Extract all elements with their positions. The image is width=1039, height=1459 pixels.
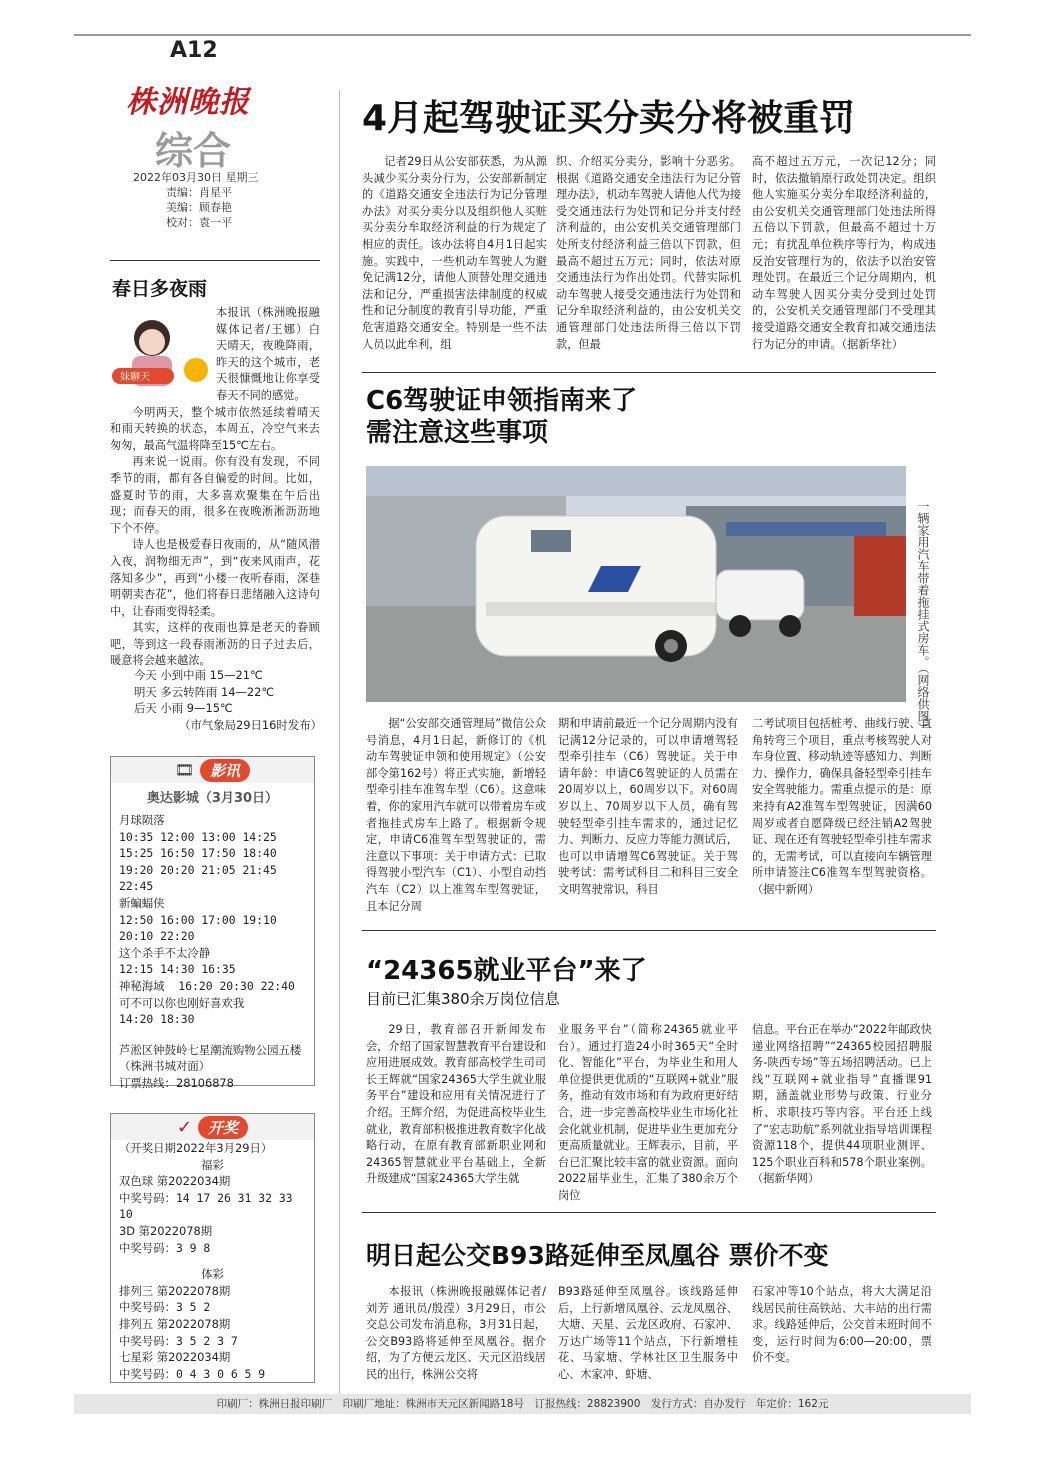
article3-subhead: 目前已汇集380余万岗位信息 [366, 990, 560, 1008]
checkmark-icon: ✓ [176, 1116, 193, 1138]
film-list [111, 812, 314, 1092]
weather-paragraph: 诗人也是极爱春日夜雨的，从“随风潜入夜，润物细无声”，到“夜来风雨声，花落知多少”，再到“小楼一夜听春雨，深巷明朝卖杏花”，他们将春日悲绪融入这诗句中，让春雨变得轻柔。 [110, 538, 320, 618]
caravan-photo [366, 466, 906, 702]
article1-col3: 高不超过五万元，一次记12分；同时，依法撤销原行政处罚决定。组织他人实施买分卖分牟取经济利益的，由公安机关交通管理部门处违法所得五倍以下罚款，但最高不超过十万元；有扰乱单位秩序等行为，构成违反治安管理行为的，依法予以治安管理处罚。在最近三个记分周期内，机动车驾驶人因买分卖分受到过处罚的，公安机关交通管理部门不受理其接受道路交通安全教育扣减交通违法行为记分的申请。（据新华社） [752, 155, 936, 351]
article3-col2: 业服务平台”（简称24365就业平台）。通过打造24小时365天“全时化、智能化”平台，为毕业生和用人单位提供更优质的“互联网+就业”服务，推动有效市场和有为政府更好结合，进一步完善高校毕业生市场化社会化就业机制，促进毕业生更加充分更高质量就业。王辉表示，目前，平台已汇聚比较丰富的就业资源。面向2022届毕业生，汇集了380余万个岗位 [558, 1023, 738, 1202]
edition-meta [133, 170, 259, 230]
movie-header [111, 757, 314, 783]
article1-col1: 记者29日从公安部获悉，为从源头减少买分卖分行为，公安部新制定的《道路交通安全违法行为记分管理办法》对买分卖分以及组织他人买赃买分卖分牟取经济利益的行为规定了相应的责任。该办法将自4月1日起实施。实践中，一些机动车驾驶人为避免记满12分，请他人顶替处理交通违法和记分，严重损害法律制度的权威性和记分制度的教育引导功能，严重危害道路交通安全。特别是一些不法人员以此牟利，组 [362, 155, 547, 351]
film-title: 神秘海域 [119, 978, 165, 993]
film-title: 可不可以你也刚好喜欢我 [119, 995, 245, 1010]
article2-col3: 二考试项目包括桩考、曲线行驶、直角转弯三个项目，重点考核驾驶人对车身位置、移动轨迹等感知力、判断力、操作力，确保具备轻型牵引挂车安全驾驶能力。需重点提示的是：原来持有A2准驾车型驾驶证，因满60周岁或者自愿降级已经注销A2驾驶证、现在还有驾驶轻型牵引挂车需求的，无需考试，可以直接向车辆管理所申请签注C6准驾车型驾驶资格。（据中新网） [752, 717, 932, 896]
film-title: 新蝙蝠侠 [119, 895, 165, 910]
article4-col2: B93路延伸至凤凰谷。该线路延伸后，上行新增凤凰谷、云龙凤凰谷、大塘、天星、云龙区政府、石家冲、万达广场等11个站点，下行新增桂花、马家塘、学林社区卫生服务中心、木家冲、虾塘、 [558, 1285, 738, 1381]
print-footer: 印刷厂：株洲日报印刷厂 印刷厂地址：株洲市天元区新闻路18号 订报热线：28823900 发行方式：自办发行 年定价：162元 [74, 1394, 971, 1414]
film-times: 12:15 14:30 16:35 [119, 962, 236, 977]
art-editor-credit: 美编：顾春艳 [166, 201, 232, 214]
article2-col1: 据“公安部交通管理局”微信公众号消息，4月1日起，新修订的《机动车驾驶证申领和使用规定》（公安部令第162号）将正式实施，新增轻型牵引挂车准驾车型（C6）。这意味着，你的家用汽车就可以带着房车或者拖挂式房车上路了。根据新令规定，申请C6准驾车型驾驶证的，需注意以下事项：关于申请方式：已取得驾驶小型汽车（C1）、小型自动挡汽车（C2）以上准驾车型驾驶证，且本记分周 [366, 717, 546, 913]
movie-badge: 影讯 [200, 759, 250, 782]
headline-line: C6驾驶证申领指南来了 [366, 386, 638, 416]
forecast-source: （市气象局29日16时发布） [179, 717, 322, 732]
article3-col3: 信息。平台正在举办“2022年邮政快递业网络招聘”“24365校园招聘服务-陕西专场”等五场招聘活动。已上线“互联网+就业指导”直播课91期，涵盖就业形势与政策、行业分析、求职技巧等内容。平台还上线了“宏志助航”系列就业指导培训课程资源118个，提供44项职业测评、125个职业百科和578个职业案例。（据新华网） [752, 1023, 932, 1186]
film-title: 月球陨落 [119, 813, 165, 827]
top-rule [74, 34, 971, 36]
movie-listings [110, 756, 315, 1090]
lottery-date: （开奖日期2022年3月29日） [119, 1141, 273, 1155]
weather-paragraph: 今明两天，整个城市依然延续着晴天和雨天转换的状态，本周五，冷空气来去匆匆，最高气温将降至15℃左右。 [110, 405, 320, 452]
column-divider [339, 90, 340, 1395]
forecast-after: 后天 小雨 9—15℃ [134, 701, 233, 716]
booking-hotline: 订票热线：28106878 [119, 1075, 234, 1090]
section-title: 综合 [155, 128, 232, 173]
lottery-body [111, 1140, 314, 1382]
lottery-numbers: 中奖号码：0 4 3 0 6 5 9 [119, 1366, 266, 1381]
film-times: 12:50 16:00 17:00 19:10 20:10 22:20 [119, 912, 277, 944]
weather-intro: 本报讯（株洲晚报融媒体记者/王娜）白天晴天，夜晚降雨，昨天的这个城市，老天很慷慨地让你享受春天不同的感觉。 [216, 306, 320, 402]
article4-col3: 石家冲等10个站点，将大大满足沿线居民前往高铁站、大丰站的出行需求。线路延伸后，公交首末班时间不变，运行时间为6:00—20:00，票价不变。 [752, 1285, 932, 1365]
weather-paragraph: 再来说一说雨。你有没有发现，不同季节的雨，都有各自偏爱的时间。比如，盛夏时节的雨，大多喜欢聚集在午后出现；而春天的雨，很多在夜晚淅淅沥沥地下个不停。 [110, 455, 320, 535]
page-number: A12 [170, 38, 218, 63]
sports-title: 体彩 [201, 1267, 224, 1282]
article-rule [362, 930, 936, 931]
masthead-logo: 株洲晚报 [126, 85, 250, 120]
lottery-numbers: 中奖号码：3 9 8 [119, 1240, 211, 1255]
weather-article [110, 297, 320, 670]
lottery-numbers: 中奖号码：3 5 2 3 7 [119, 1333, 238, 1348]
lottery-numbers: 中奖号码：3 5 2 [119, 1300, 211, 1315]
edition-date: 2022年03月30日 星期三 [133, 171, 259, 184]
film-times: 10:35 12:00 13:00 14:25 15:25 16:50 17:50 18:40 19:20 20:20 21:05 21:45 22:45 [119, 829, 277, 894]
weather-paragraph: 其实，这样的夜雨也算是老天的眷顾吧，等到这一段春雨淅沥的日子过去后，暖意将会越来越浓。 [110, 621, 320, 668]
weather-title: 春日多夜雨 [112, 278, 208, 300]
cinema-name: 奥达影城（3月30日） [146, 791, 279, 806]
lottery-results [110, 1113, 315, 1383]
article3-headline: “24365就业平台”来了 [366, 956, 647, 986]
film-times: 16:20 20:30 22:40 [178, 978, 295, 993]
headline-line: 需注意这些事项 [366, 418, 549, 448]
film-reel-icon: 🎞 [174, 761, 195, 779]
article-rule [362, 1212, 936, 1213]
article2-headline [366, 385, 637, 449]
lottery-header [111, 1114, 314, 1140]
lottery-badge: 开奖 [198, 1116, 248, 1139]
forecast-tomorrow: 明天 多云转阵雨 14—22℃ [134, 684, 275, 699]
article3-col1: 29日，教育部召开新闻发布会，介绍了国家智慧教育平台建设和应用进展成效。教育部高校学生司司长王辉就“国家24365大学生就业服务平台”建设和应用有关情况进行了介绍。王辉介绍，为促进高校毕业生就业，教育部积极推进教育数字化战略行动，在原有教育部新职业网和24365智慧就业平台基础上，全新升级建成“国家24365大学生就 [366, 1023, 546, 1186]
film-title: 这个杀手不太冷静 [119, 945, 211, 960]
weather-forecast [112, 667, 322, 733]
proofreader-credit: 校对：袁一平 [166, 216, 232, 229]
welfare-title: 福彩 [201, 1157, 224, 1172]
lottery-line: 排列五 第2022078期 [119, 1316, 231, 1331]
cinema-address: 芦淞区钟鼓岭七星潮流购物公园五楼（株洲书城对面） [119, 1042, 302, 1074]
article4-headline: 明日起公交B93路延伸至凤凰谷 票价不变 [366, 1241, 829, 1270]
lottery-numbers: 中奖号码：14 17 26 31 32 33 10 [119, 1190, 293, 1222]
lottery-line: 排列三 第2022078期 [119, 1283, 231, 1298]
editor-credit: 责编：肖星平 [166, 186, 232, 199]
lottery-line: 3D 第2022078期 [119, 1223, 213, 1238]
left-rule [110, 260, 320, 261]
photo-caption: 一辆家用汽车带着拖挂式房车。（网络供图） [916, 500, 930, 734]
lottery-line: 双色球 第2022034期 [119, 1174, 231, 1189]
avatar-label: 妹聊天 [120, 372, 150, 383]
article-rule [362, 372, 936, 373]
article1-col2: 织、介绍买分卖分，影响十分恶劣。根据《道路交通安全违法行为记分管理办法》，机动车驾驶人请他人代为接受交通违法行为处罚和记分并支付经济利益的，由公安机关交通管理部门处所支付经济利益三倍以下罚款，但最高不超过五万元；同时，依法对原交通违法行为作出处罚。代替实际机动车驾驶人接受交通违法行为处罚和记分牟取经济利益的，由公安机关交通管理部门处违法所得三倍以下罚款，但最 [556, 155, 741, 351]
lottery-line: 七星彩 第2022034期 [119, 1350, 231, 1365]
film-times: 14:20 18:30 [119, 1012, 195, 1027]
forecast-today: 今天 小到中雨 15—21℃ [134, 668, 263, 682]
article1-headline: 4月起驾驶证买分卖分将被重罚 [362, 98, 856, 139]
article4-col1: 本报讯（株洲晚报融媒体记者/刘芳 通讯员/殷滢）3月29日，市公交总公司发布消息称，3月31日起，公交B93路将延伸至凤凰谷。据介绍，为了方便云龙区、天元区沿线居民的出行，株洲公交将 [366, 1285, 546, 1381]
article2-col2: 期和申请前最近一个记分周期内没有记满12分记录的，可以申请增驾轻型牵引挂车（C6）驾驶证。关于申请年龄：申请C6驾驶证的人员需在20周岁以上，60周岁以下。对60周岁以上、70周岁以下人员，确有驾驶轻型牵引挂车需求的，通过记忆力、判断力、反应力等能力测试后，也可以申请增驾C6驾驶证。关于驾驶考试：需考试科目二和科目三安全文明驾驶常识，科目 [558, 717, 738, 896]
